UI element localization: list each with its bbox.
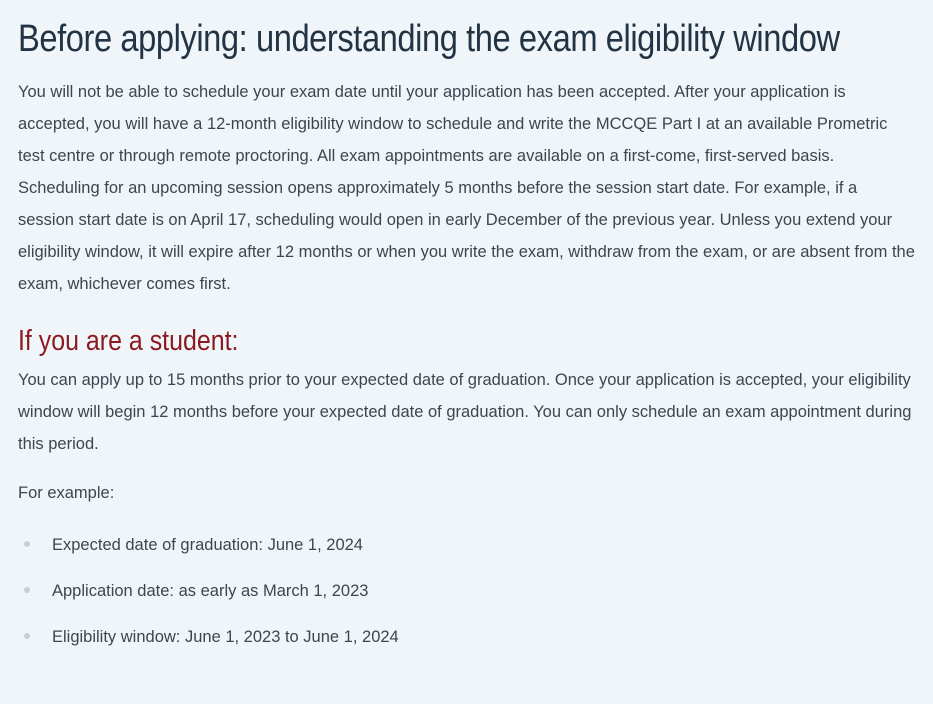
list-item-text: Eligibility window: June 1, 2023 to June 1, 2024 — [52, 628, 399, 646]
example-label: For example: — [18, 484, 115, 502]
student-section-heading: If you are a student: — [18, 325, 239, 357]
list-item — [18, 625, 915, 649]
bullet-icon — [24, 541, 30, 547]
student-paragraph: You can apply up to 15 months prior to your expected date of graduation. Once your application is accepted, your eligibility window will begin 12 months before your expected date of graduation. You can only schedule an exam appointment during this period. — [18, 371, 912, 453]
bullet-icon — [24, 587, 30, 593]
page-title: Before applying: understanding the exam eligibility window — [18, 18, 840, 60]
list-item — [18, 579, 915, 603]
eligibility-paragraph: You will not be able to schedule your exam date until your application has been accepted. After your application is accepted, you will have a 12-month eligibility window to schedule and write the MCCQE Part I at an available Prometric test centre or through remote proctoring. All exam appointments are available on a first-come, first-served basis. Scheduling for an upcoming session opens approximately 5 months before the session start date. For example, if a session start date is on April 17, scheduling would open in early December of the previous year. Unless you extend your eligibility window, it will expire after 12 months or when you write the exam, withdraw from the exam, or are absent from the exam, whichever comes first. — [18, 83, 915, 293]
bullet-icon — [24, 633, 30, 639]
list-item-text: Expected date of graduation: June 1, 2024 — [52, 536, 363, 554]
list-item — [18, 533, 915, 557]
list-item-text: Application date: as early as March 1, 2023 — [52, 582, 369, 600]
example-list — [18, 533, 915, 649]
